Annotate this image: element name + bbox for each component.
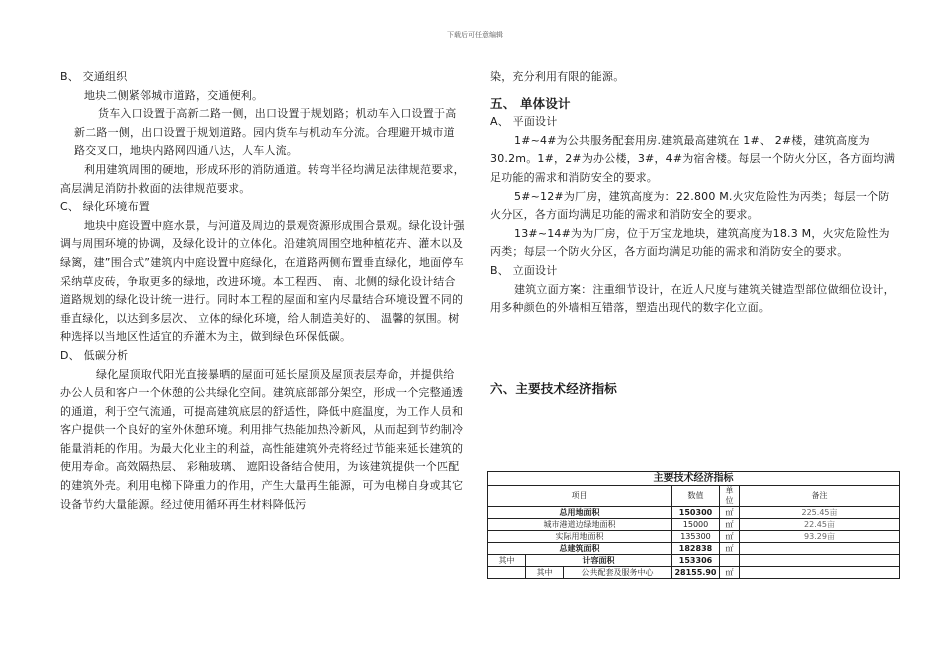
row-label: 公共配套及服务中心 (564, 567, 672, 579)
elevation-paragraph: 建筑立面方案：注重细节设计，在近人尺度与建筑关键造型部位做细位设计，用多种颜色的外墙相互错落，塑造出现代的数字化立面。 (490, 282, 895, 315)
elevation-design-heading: B、 立面设计 (490, 263, 558, 277)
right-column (490, 68, 900, 398)
row-unit: ㎡ (720, 543, 740, 555)
row-value: 153306 (672, 555, 720, 567)
traffic-paragraph-1: 地块二侧紧邻城市道路，交通便利。 (84, 88, 264, 102)
row-value: 150300 (672, 507, 720, 519)
traffic-paragraph-3: 利用建筑周围的硬地，形成环形的消防通道。转弯半径均满足法律规范要求，高层满足消防扑救面的法律规范要求。 (60, 162, 465, 195)
row-value: 182838 (672, 543, 720, 555)
row-note (740, 555, 900, 567)
left-column (60, 68, 465, 514)
row-note (740, 567, 900, 579)
row-note: 225.45亩 (740, 507, 900, 519)
row-value: 15000 (672, 519, 720, 531)
greening-paragraph: 地块中庭设置中庭水景，与河道及周边的景观资源形成围合景观。绿化设计强调与周围环境的协调，及绿化设计的立体化。沿建筑周围空地种植花卉、灌木以及绿篱，建”围合式”建筑内中庭设置中庭绿化，在道路两侧布置垂直绿化，地面停车采纳草皮砖，争取更多的绿地，改进环境。本工程西、 南、北侧的绿化设计结合道路规划的绿化设计统一进行。同时本工程的屋面和室内尽量结合环境设置不同的垂直绿化，以达到多层次、 立体的绿化环境，给人制造美好的、 温馨的氛围。树种选择以当地区性适宜的乔灌木为主，做到绿色环保低碳。 (60, 218, 465, 344)
traffic-paragraph-2: 货车入口设置于高新二路一侧，出口设置于规划路；机动车入口设置于高新二路一侧，出口设置于规划道路。园内货车与机动车分流。合理避开城市道路交叉口，地块内路网四通八达，人车人流。 (74, 107, 457, 158)
plan-paragraph-3: 13#~14#为为厂房，位于万宝龙地块，建筑高度为18.3 M，火灾危险性为丙类；每层一个防火分区，各方面均满足功能的需求和消防安全的要求。 (490, 226, 890, 259)
table-title: 主要技术经济指标 (488, 472, 900, 486)
section-5-heading: 五、 单体设计 (490, 95, 571, 111)
header-value: 数值 (672, 486, 720, 507)
header-item: 项目 (488, 486, 672, 507)
row-label: 实际用地面积 (488, 531, 672, 543)
table-row (488, 531, 900, 543)
economic-indicators-table (487, 471, 900, 579)
table-row (488, 555, 900, 567)
row-note: 22.45亩 (740, 519, 900, 531)
row-spacer (488, 567, 526, 579)
header-note: 备注 (740, 486, 900, 507)
continued-text: 染，充分利用有限的能源。 (490, 70, 625, 83)
table-row (488, 543, 900, 555)
row-value: 135300 (672, 531, 720, 543)
row-label: 总建筑面积 (488, 543, 672, 555)
table-title-row (488, 472, 900, 486)
row-unit (720, 555, 740, 567)
plan-paragraph-2: 5#~12#为厂房，建筑高度为：22.800 M.火灾危险性为丙类；每层一个防火分区，各方面均满足功能的需求和消防安全的要求。 (490, 189, 890, 222)
row-note (740, 543, 900, 555)
row-unit: ㎡ (720, 531, 740, 543)
greening-heading: C、 绿化环境布置 (60, 200, 150, 214)
table-row (488, 507, 900, 519)
table-header-row (488, 486, 900, 507)
plan-design-heading: A、 平面设计 (490, 115, 558, 129)
row-label: 计容面积 (526, 555, 672, 567)
row-note: 93.29亩 (740, 531, 900, 543)
table-row (488, 567, 900, 579)
row-prefix: 其中 (488, 555, 526, 567)
section-6-heading: 六、主要技术经济指标 (490, 380, 618, 396)
low-carbon-paragraph: 绿化屋顶取代阳光直接暴晒的屋面可延长屋顶及屋顶表层寿命，并提供给办公人员和客户一个休憩的公共绿化空间。建筑底部部分架空，形成一个完整通透的通道，利于空气流通，可提高建筑底层的舒适性，降低中庭温度，为工作人员和客户提供一个良好的室外休憩环境。利用排气热能加热冷新风，从而起到节约制冷能量消耗的作用。为最大化业主的利益，高性能建筑外壳将经过节能来延长建筑的使用寿命。高效隔热层、 彩釉玻璃、 遮阳设备结合使用，为该建筑提供一个匹配的建筑外壳。利用电梯下降重力的作用，产生大量再生能源，可为电梯自身或其它设备节约大量能源。经过使用循环再生材料降低污 (60, 367, 464, 511)
header-unit: 单位 (720, 486, 740, 507)
low-carbon-heading: D、 低碳分析 (60, 348, 129, 362)
traffic-heading: B、 交通组织 (60, 70, 128, 83)
row-prefix: 其中 (526, 567, 564, 579)
table-row (488, 519, 900, 531)
plan-paragraph-1: 1#~4#为公共服务配套用房.建筑最高建筑在 1#、 2#楼，建筑高度为30.2m。1#，2#为办公楼，3#，4#为宿舍楼。每层一个防火分区，各方面均满足功能的需求和消防安全的要求。 (490, 133, 896, 184)
page-header: 下载后可任意编辑 (447, 31, 503, 39)
row-label: 城市港道边绿地面积 (488, 519, 672, 531)
row-unit: ㎡ (720, 507, 740, 519)
row-unit: ㎡ (720, 567, 740, 579)
row-label: 总用地面积 (488, 507, 672, 519)
row-unit: ㎡ (720, 519, 740, 531)
row-value: 28155.90 (672, 567, 720, 579)
